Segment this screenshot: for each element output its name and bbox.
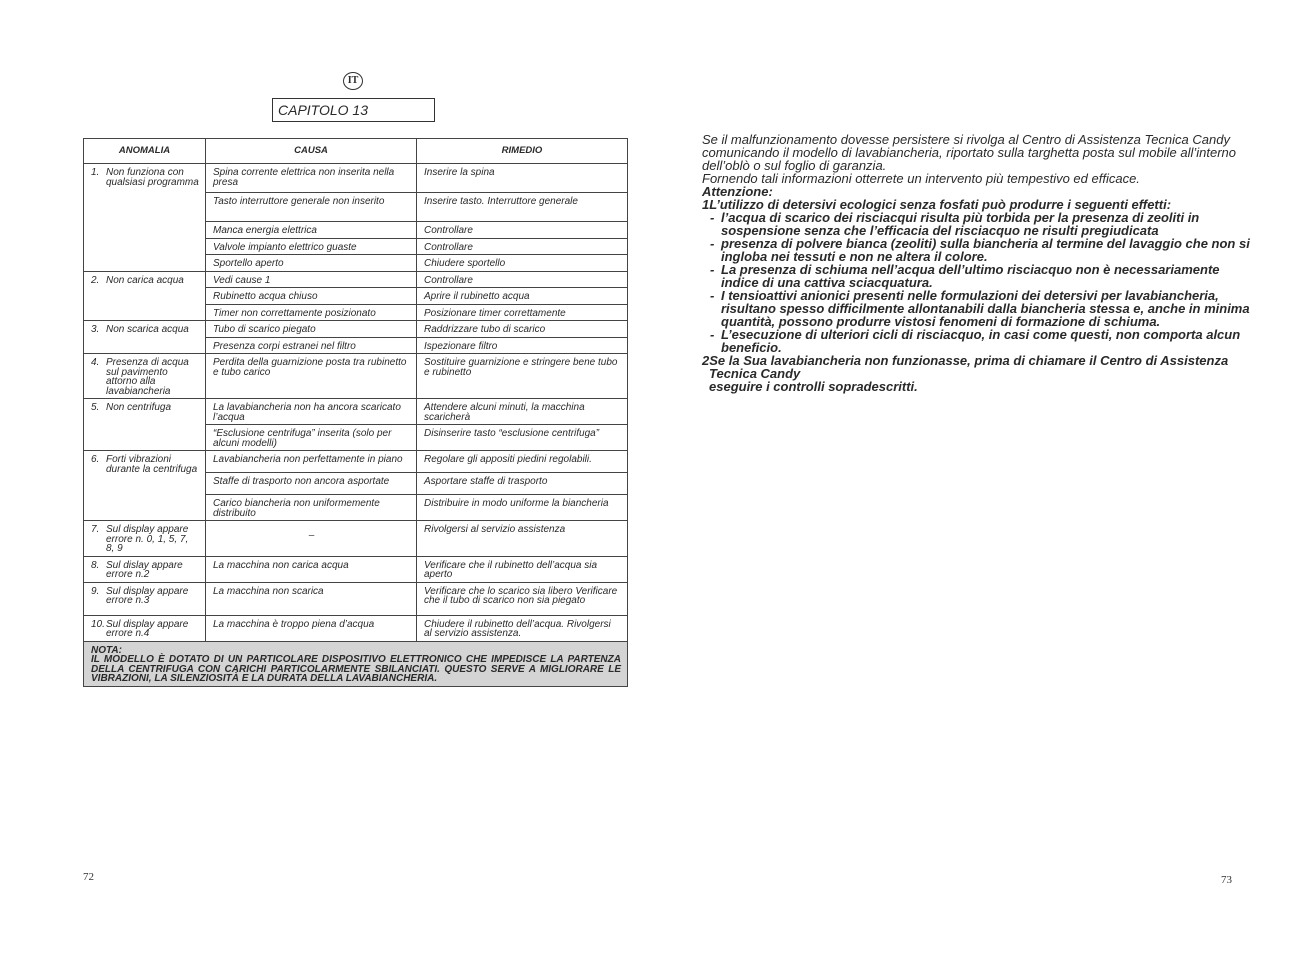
remedy-cell: Disinserire tasto “esclusione centrifuga” [417, 425, 628, 451]
table-row [84, 271, 628, 288]
anomaly-cell: 9. Sul display appare errore n.3 [84, 582, 206, 615]
remedy-cell: Chiudere sportello [417, 255, 628, 272]
cause-cell: Spina corrente elettrica non inserita nella presa [206, 164, 417, 193]
remedy-cell: Aprire il rubinetto acqua [417, 288, 628, 305]
remedy-cell: Controllare [417, 238, 628, 255]
bullet-item: - I tensioattivi anionici presenti nelle formulazioni dei detersivi per lavabiancheria, risultano spesso difficilmente allontanabili dalla biancheria stessa e, anche in minima quantità, possono produrre vistosi fenomeni di formazione di schiuma. [710, 288, 1250, 329]
header-causa: CAUSA [206, 139, 417, 164]
point-1: 1L’utilizzo di detersivi ecologici senza fosfati può produrre i seguenti effetti: [702, 197, 1172, 212]
cause-cell: Rubinetto acqua chiuso [206, 288, 417, 305]
anomaly-cell: 6. Forti vibrazioni durante la centrifuga [84, 451, 206, 521]
anomaly-text: Non scarica acqua [106, 324, 189, 335]
remedy-cell: Inserire tasto. Interruttore generale [417, 193, 628, 222]
anomaly-cell: 4. Presenza di acqua sul pavimento attorno alla lavabiancheria [84, 354, 206, 399]
bullet-item: - l’acqua di scarico dei risciacqui risulta più torbida per la presenza di zeoliti in sospensione senza che l’efficacia del risciacquo ne risulti pregiudicata [710, 210, 1200, 238]
assistance-text-block [702, 133, 1254, 393]
anomaly-text: Presenza di acqua sul pavimento attorno alla lavabiancheria [106, 357, 189, 397]
anomaly-text: Non carica acqua [106, 274, 184, 286]
remedy-cell: Verificare che lo scarico sia libero Verificare che il tubo di scarico non sia piegato [417, 582, 628, 615]
page-number-left: 72 [83, 871, 94, 883]
anomaly-text: Sul display appare errore n.4 [106, 618, 189, 639]
cause-cell: Valvole impianto elettrico guaste [206, 238, 417, 255]
table-row [84, 164, 628, 193]
anomaly-cell: 3. Non scarica acqua [84, 321, 206, 354]
remedy-cell: Chiudere il rubinetto dell’acqua. Rivolgersi al servizio assistenza. [417, 615, 628, 641]
cause-cell: La macchina non scarica [206, 582, 417, 615]
bullet-item: - presenza di polvere bianca (zeoliti) sulla biancheria al termine del lavaggio che non si ingloba nei tessuti e non ne altera il colore. [710, 236, 1250, 264]
remedy-cell: Ispezionare filtro [417, 337, 628, 354]
cause-cell: La macchina non carica acqua [206, 556, 417, 582]
note-title: NOTA: [91, 644, 122, 656]
anomaly-cell: 5. Non centrifuga [84, 399, 206, 451]
anomaly-text: Forti vibrazioni durante la centrifuga [106, 454, 198, 475]
intro-paragraph: Se il malfunzionamento dovesse persistere si rivolga al Centro di Assistenza Tecnica Candy comunicando il modello di lavabiancheria, riportato sulla targhetta posta sul mobile all’interno dell’oblò o sul foglio di garanzia. [702, 132, 1237, 173]
remedy-cell: Inserire la spina [417, 164, 628, 193]
remedy-cell: Sostituire guarnizione e stringere bene tubo e rubinetto [417, 354, 628, 399]
cause-cell: Lavabiancheria non perfettamente in piano [206, 451, 417, 473]
cause-cell: Manca energia elettrica [206, 222, 417, 239]
note-text: IL MODELLO È DOTATO DI UN PARTICOLARE DISPOSITIVO ELETTRONICO CHE IMPEDISCE LA PARTENZA DELLA CENTRIFUGA CON CARICHI PARTICOLARMENTE SBILANCIATI. QUESTO SERVE A MIGLIORARE LE VIBRAZIONI, LA SILENZIOSITÀ E LA DURATA DELLA LAVABIANCHERIA. [91, 654, 621, 684]
table-row [84, 582, 628, 615]
table-row [84, 399, 628, 425]
remedy-cell: Controllare [417, 222, 628, 239]
cause-cell: Tubo di scarico piegato [206, 321, 417, 338]
table-row [84, 321, 628, 338]
anomaly-cell: 10. Sul display appare errore n.4 [84, 615, 206, 641]
bullet-item: - La presenza di schiuma nell’acqua dell’ultimo risciacquo non è necessariamente indice di una cattiva sciacquatura. [710, 262, 1220, 290]
remedy-cell: Distribuire in modo uniforme la biancheria [417, 495, 628, 521]
cause-cell: Carico biancheria non uniformemente distribuito [206, 495, 417, 521]
anomaly-cell: 2. Non carica acqua [84, 271, 206, 321]
anomaly-cell: 7. Sul display appare errore n. 0, 1, 5, 7, 8, 9 [84, 521, 206, 557]
language-badge: IT [343, 72, 363, 90]
anomaly-cell: 1. Non funziona con qualsiasi programma [84, 164, 206, 272]
attention-heading: Attenzione: [702, 184, 773, 199]
note-cell [84, 641, 628, 686]
cause-cell: Vedi cause 1 [206, 271, 417, 288]
cause-cell: La lavabiancheria non ha ancora scaricato l’acqua [206, 399, 417, 425]
header-anomalia: ANOMALIA [84, 139, 206, 164]
anomaly-text: Non centrifuga [106, 402, 172, 413]
remedy-cell: Controllare [417, 271, 628, 288]
point-2-line-2: Tecnica Candy [709, 366, 801, 381]
remedy-cell: Rivolgersi al servizio assistenza [417, 521, 628, 557]
chapter-title: CAPITOLO 13 [272, 98, 435, 122]
cause-cell: Presenza corpi estranei nel filtro [206, 337, 417, 354]
point-2-line-3: eseguire i controlli sopradescritti. [709, 379, 918, 394]
remedy-cell: Attendere alcuni minuti, la macchina scaricherà [417, 399, 628, 425]
cause-cell: Sportello aperto [206, 255, 417, 272]
anomaly-text: Non funziona con qualsiasi programma [106, 167, 199, 188]
cause-cell: Timer non correttamente posizionato [206, 304, 417, 321]
remedy-cell: Raddrizzare tubo di scarico [417, 321, 628, 338]
anomaly-cell: 8. Sul dislay appare errore n.2 [84, 556, 206, 582]
bullet-item: - L’esecuzione di ulteriori cicli di risciacquo, in casi come questi, non comporta alcun beneficio. [710, 327, 1241, 355]
table-row [84, 451, 628, 473]
page-number-right: 73 [1221, 874, 1232, 886]
table-row [84, 521, 628, 557]
anomaly-text: Sul display appare errore n.3 [106, 585, 189, 606]
cause-cell: “Esclusione centrifuga” inserita (solo per alcuni modelli) [206, 425, 417, 451]
cause-cell: Perdita della guarnizione posta tra rubinetto e tubo carico [206, 354, 417, 399]
cause-cell: Tasto interruttore generale non inserito [206, 193, 417, 222]
table-header-row [84, 139, 628, 164]
cause-cell: La macchina è troppo piena d’acqua [206, 615, 417, 641]
anomaly-text: Sul display appare errore n. 0, 1, 5, 7, 8, 9 [106, 524, 189, 554]
table-row [84, 354, 628, 399]
remedy-cell: Asportare staffe di trasporto [417, 473, 628, 495]
point-2: 2Se la Sua lavabiancheria non funzionasse, prima di chiamare il Centro di Assistenza [702, 353, 1229, 368]
table-row [84, 615, 628, 641]
remedy-cell: Regolare gli appositi piedini regolabili. [417, 451, 628, 473]
intro-paragraph-2: Fornendo tali informazioni otterrete un intervento più tempestivo ed efficace. [702, 171, 1140, 186]
note-row [84, 641, 628, 686]
cause-cell: – [206, 521, 417, 557]
cause-cell: Staffe di trasporto non ancora asportate [206, 473, 417, 495]
troubleshooting-table [83, 138, 628, 687]
remedy-cell: Posizionare timer correttamente [417, 304, 628, 321]
remedy-cell: Verificare che il rubinetto dell’acqua sia aperto [417, 556, 628, 582]
header-rimedio: RIMEDIO [417, 139, 628, 164]
table-row [84, 556, 628, 582]
anomaly-text: Sul dislay appare errore n.2 [106, 559, 183, 580]
